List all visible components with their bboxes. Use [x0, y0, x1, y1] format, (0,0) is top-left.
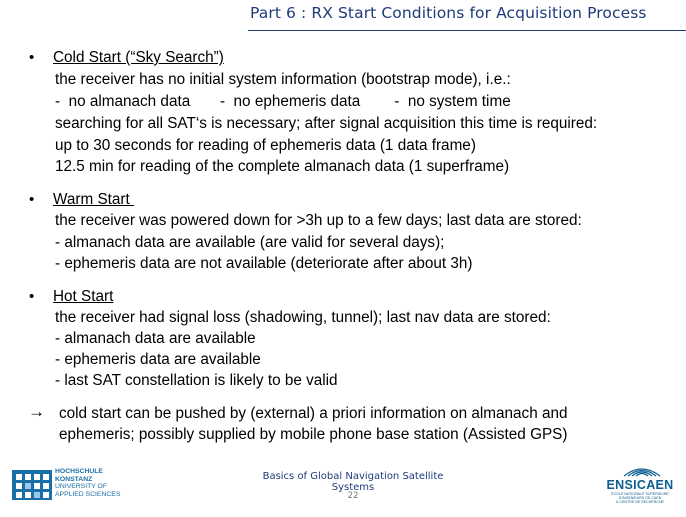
- htwg-line-1: HOCHSCHULE: [55, 468, 103, 475]
- cold-start-line-1: the receiver has no initial system information (bootstrap mode), i.e.:: [55, 71, 511, 88]
- htwg-line-2: KONSTANZ: [55, 475, 93, 483]
- warm-start-line-3: - ephemeris data are not available (deteriorate after about 3h): [55, 255, 473, 272]
- hot-start-line-4: - last SAT constellation is likely to be valid: [55, 372, 338, 389]
- hot-start-line-1: the receiver had signal loss (shadowing, tunnel); last nav data are stored:: [55, 309, 551, 326]
- htwg-logo-text: [55, 468, 120, 498]
- bullet-hot-start: •: [29, 288, 35, 305]
- heading-cold-start: Cold Start (“Sky Search”): [53, 49, 224, 66]
- ensicaen-sub-2: & CENTRE DE RECHERCHE: [616, 500, 664, 504]
- warm-start-line-2: - almanach data are available (are valid for several days);: [55, 234, 445, 251]
- conclusion-line-1: cold start can be pushed by (external) a priori information on almanach and: [59, 405, 568, 422]
- hot-start-line-3: - ephemeris data are available: [55, 351, 261, 368]
- bullet-cold-start: •: [29, 49, 35, 66]
- htwg-line-4: APPLIED SCIENCES: [55, 490, 121, 498]
- conclusion-arrow: →: [28, 402, 45, 421]
- warm-start-line-1: the receiver was powered down for >3h up to a few days; last data are stored:: [55, 212, 582, 229]
- slide-title: Part 6 : RX Start Conditions for Acquisition Process: [250, 4, 647, 22]
- ensicaen-wave-icon: [622, 464, 662, 478]
- conclusion-line-2: ephemeris; possibly supplied by mobile phone base station (Assisted GPS): [59, 426, 568, 443]
- cold-start-line-4: up to 30 seconds for reading of ephemeris data (1 data frame): [55, 137, 476, 154]
- title-underline: [248, 30, 686, 31]
- cold-start-line-2: - no almanach data - no ephemeris data - no system time: [55, 93, 511, 110]
- ensicaen-name: ENSICAEN: [606, 478, 674, 492]
- footer-course-title: Basics of Global Navigation Satellite Systems: [262, 471, 444, 493]
- bullet-warm-start: •: [29, 191, 35, 208]
- hot-start-line-2: - almanach data are available: [55, 330, 256, 347]
- page-number: 22: [347, 491, 359, 501]
- heading-warm-start: Warm Start: [53, 191, 135, 208]
- htwg-line-3: UNIVERSITY OF: [55, 483, 107, 491]
- ensicaen-sub-1: ÉCOLE NATIONALE SUPÉRIEURE D'INGÉNIEURS DE CAEN: [611, 492, 669, 500]
- cold-start-line-5: 12.5 min for reading of the complete almanach data (1 superframe): [55, 158, 510, 175]
- cold-start-line-3: searching for all SAT‘s is necessary; after signal acquisition this time is required:: [55, 115, 598, 132]
- ensicaen-logo: [600, 478, 680, 504]
- heading-hot-start: Hot Start: [53, 288, 114, 305]
